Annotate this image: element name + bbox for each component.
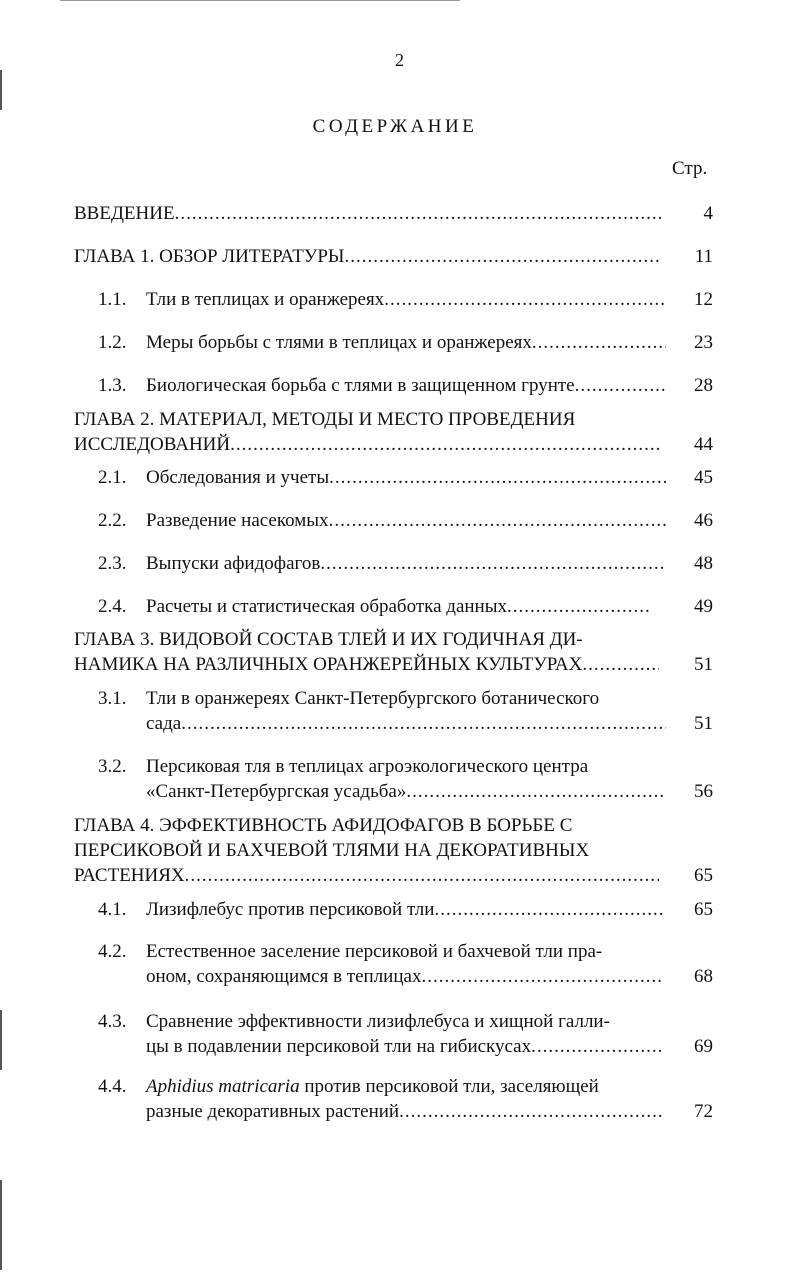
- toc-section-number: 4.2.: [98, 941, 127, 962]
- toc-entry-section-3-2-line1: Персиковая тля в теплицах агроэкологического центра: [146, 756, 589, 777]
- toc-section-number: 2.2.: [98, 510, 127, 531]
- toc-entry-section-2-4: Расчеты и статистическая обработка данных .....: [146, 595, 651, 619]
- page-number: 2: [395, 50, 404, 70]
- toc-entry-section-4-4-line1: Aphidius matricaria против персиковой тли, заселяющей: [146, 1076, 599, 1097]
- toc-entry-section-4-3: цы в подавлении персиковой тли на гибискусах .....: [146, 1035, 664, 1059]
- toc-page-number: 49: [694, 596, 713, 617]
- toc-page-number: 44: [694, 434, 713, 455]
- toc-page-number: 72: [694, 1101, 713, 1122]
- toc-entry-section-4-3-line1: Сравнение эффективности лизифлебуса и хищной галли-: [146, 1011, 610, 1032]
- toc-page-number: 28: [694, 375, 713, 396]
- toc-entry-chapter-4-line1: ГЛАВА 4. ЭФФЕКТИВНОСТЬ АФИДОФАГОВ В БОРЬБЕ С: [74, 815, 573, 836]
- toc-page-number: 68: [694, 966, 713, 987]
- toc-page-number: 46: [694, 510, 713, 531]
- toc-page-number: 65: [694, 865, 713, 886]
- toc-section-number: 1.1.: [98, 289, 127, 310]
- toc-section-number: 3.1.: [98, 688, 127, 709]
- toc-section-number: 4.4.: [98, 1076, 127, 1097]
- toc-page-number: 11: [694, 246, 713, 267]
- toc-section-number: 4.1.: [98, 899, 127, 920]
- toc-section-number: 2.3.: [98, 553, 127, 574]
- toc-entry-chapter-2-line1: ГЛАВА 2. МАТЕРИАЛ, МЕТОДЫ И МЕСТО ПРОВЕДЕНИЯ: [74, 409, 576, 430]
- toc-entry-section-2-2: Разведение насекомых .....: [146, 509, 666, 533]
- toc-entry-section-4-2: оном, сохраняющимся в теплицах .....: [146, 965, 664, 989]
- toc-page-number: 45: [694, 467, 713, 488]
- toc-entry-section-2-1: Обследования и учеты .....: [146, 466, 666, 490]
- toc-page-number: 56: [694, 781, 713, 802]
- toc-page-number: 12: [694, 289, 713, 310]
- page-title: СОДЕРЖАНИЕ: [312, 116, 478, 137]
- toc-page-number: 69: [694, 1036, 713, 1057]
- toc-page-number: 4: [703, 203, 713, 224]
- toc-entry-section-3-1: сада .....: [146, 712, 666, 736]
- toc-entry-section-1-2: Меры борьбы с тлями в теплицах и оранжереях .....: [146, 331, 666, 355]
- binding-mark: [0, 1010, 2, 1070]
- toc-entry-section-3-2: «Санкт-Петербургская усадьба» .....: [146, 780, 666, 804]
- toc-entry-chapter-3-line1: ГЛАВА 3. ВИДОВОЙ СОСТАВ ТЛЕЙ И ИХ ГОДИЧНАЯ ДИ-: [74, 629, 583, 650]
- binding-mark: [0, 1180, 2, 1270]
- toc-entry-chapter-4: РАСТЕНИЯХ .....: [74, 864, 659, 888]
- toc-entry-section-1-1: Тли в теплицах и оранжереях .....: [146, 288, 666, 312]
- toc-entry-section-1-3: Биологическая борьба с тлями в защищенном грунте .....: [146, 374, 666, 398]
- binding-mark: [0, 70, 2, 110]
- toc-section-number: 1.3.: [98, 375, 127, 396]
- toc-section-number: 3.2.: [98, 756, 127, 777]
- toc-entry-section-4-4: разные декоративных растений .....: [146, 1100, 664, 1124]
- scan-top-edge: [60, 0, 460, 1]
- toc-section-number: 1.2.: [98, 332, 127, 353]
- toc-page-number: 48: [694, 553, 713, 574]
- toc-entry-introduction: ВВЕДЕНИЕ .....: [74, 202, 661, 226]
- toc-section-number: 2.4.: [98, 596, 127, 617]
- toc-entry-section-4-1: Лизифлебус против персиковой тли .....: [146, 898, 664, 922]
- toc-entry-section-2-3: Выпуски афидофагов .....: [146, 552, 666, 576]
- toc-entry-section-3-1-line1: Тли в оранжереях Санкт-Петербургского ботанического: [146, 688, 600, 709]
- toc-entry-chapter-2: ИССЛЕДОВАНИЙ .....: [74, 433, 661, 457]
- species-name: Aphidius matricaria: [146, 1076, 300, 1097]
- toc-page-number: 51: [694, 713, 713, 734]
- toc-entry-section-4-2-line1: Естественное заселение персиковой и бахчевой тли пра-: [146, 941, 603, 962]
- toc-page-number: 65: [694, 899, 713, 920]
- toc-section-number: 2.1.: [98, 467, 127, 488]
- toc-entry-chapter-3: НАМИКА НА РАЗЛИЧНЫХ ОРАНЖЕРЕЙНЫХ КУЛЬТУРАХ .....: [74, 653, 659, 677]
- page-column-header: Стр.: [672, 158, 708, 179]
- toc-page-number: 23: [694, 332, 713, 353]
- toc-section-number: 4.3.: [98, 1011, 127, 1032]
- toc-entry-chapter-4-line2: ПЕРСИКОВОЙ И БАХЧЕВОЙ ТЛЯМИ НА ДЕКОРАТИВНЫХ: [74, 840, 590, 861]
- toc-entry-chapter-1: ГЛАВА 1. ОБЗОР ЛИТЕРАТУРЫ .....: [74, 245, 661, 269]
- toc-page-number: 51: [694, 654, 713, 675]
